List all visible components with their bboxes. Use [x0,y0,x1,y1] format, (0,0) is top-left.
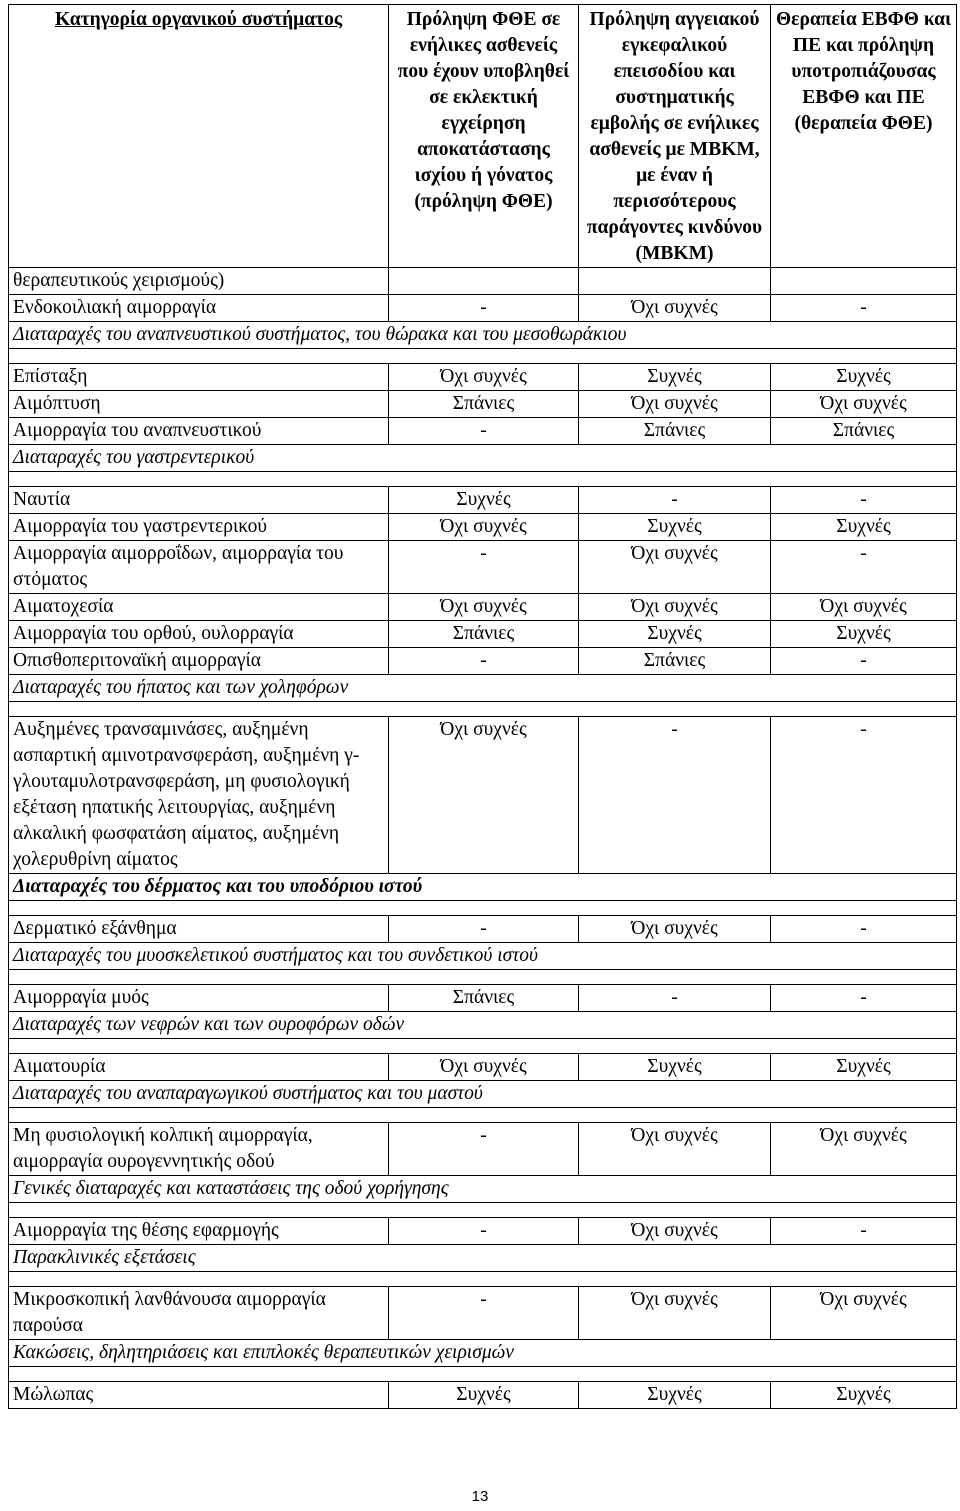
row-value-vte-treatment: Συχνές [771,1054,957,1081]
section-row [9,445,957,472]
section-title: Κακώσεις, δηλητηριάσεις και επιπλοκές θεραπευτικών χειρισμών [9,1340,957,1367]
row-value-vte-prevention: Συχνές [389,487,579,514]
section-row [9,1012,957,1039]
row-value-stroke-prevention: - [579,985,771,1012]
table-row [9,621,957,648]
row-category: Αιματουρία [9,1054,389,1081]
row-value-vte-prevention: Όχι συχνές [389,1054,579,1081]
row-value-vte-treatment: - [771,541,957,594]
table-row [9,594,957,621]
section-title: Διαταραχές του αναπαραγωγικού συστήματος και του μαστού [9,1081,957,1108]
section-title: Διαταραχές των νεφρών και των ουροφόρων οδών [9,1012,957,1039]
row-value-stroke-prevention: - [579,717,771,874]
row-value-stroke-prevention: Όχι συχνές [579,594,771,621]
row-category: Αιμόπτυση [9,391,389,418]
table-row [9,364,957,391]
row-value-stroke-prevention: Συχνές [579,514,771,541]
header-vte-treatment: Θεραπεία ΕΒΦΘ και ΠΕ και πρόληψη υποτροπιάζουσας ΕΒΦΘ και ΠΕ (θεραπεία ΦΘΕ) [771,5,957,268]
table-row [9,1382,957,1409]
row-value-stroke-prevention: Συχνές [579,1054,771,1081]
row-value-vte-prevention: - [389,418,579,445]
section-row [9,1245,957,1272]
section-row [9,1081,957,1108]
section-row [9,943,957,970]
header-category: Κατηγορία οργανικού συστήματος [9,5,389,268]
row-value-vte-treatment: Συχνές [771,1382,957,1409]
row-value-vte-treatment: - [771,916,957,943]
row-value-stroke-prevention: Όχι συχνές [579,1123,771,1176]
row-value-vte-treatment: Σπάνιες [771,418,957,445]
row-value-stroke-prevention: Συχνές [579,1382,771,1409]
row-value-vte-prevention: - [389,1123,579,1176]
section-title: Διαταραχές του δέρματος και του υποδόριου ιστού [9,874,957,901]
table-row [9,514,957,541]
row-value-stroke-prevention: Συχνές [579,621,771,648]
section-title: Διαταραχές του ήπατος και των χοληφόρων [9,675,957,702]
row-value-vte-treatment: Όχι συχνές [771,391,957,418]
table-row [9,916,957,943]
row-value-vte-treatment: Όχι συχνές [771,1123,957,1176]
row-value-vte-prevention: Όχι συχνές [389,514,579,541]
row-value-vte-treatment: - [771,295,957,322]
header-vte-prevention: Πρόληψη ΦΘΕ σε ενήλικες ασθενείς που έχουν υποβληθεί σε εκλεκτική εγχείρηση αποκατάστασης ισχίου ή γόνατος (πρόληψη ΦΘΕ) [389,5,579,268]
section-row [9,1176,957,1203]
row-value-vte-prevention: - [389,916,579,943]
row-value-vte-treatment: Συχνές [771,364,957,391]
table-row [9,541,957,594]
table-row [9,648,957,675]
row-category: Επίσταξη [9,364,389,391]
section-row [9,874,957,901]
row-category: Ενδοκοιλιακή αιμορραγία [9,295,389,322]
table-row [9,418,957,445]
section-title: Διαταραχές του αναπνευστικού συστήματος, του θώρακα και του μεσοθωράκιου [9,322,957,349]
row-category: Αιμορραγία του αναπνευστικού [9,418,389,445]
section-row [9,1340,957,1367]
section-row [9,675,957,702]
row-value-vte-treatment: - [771,648,957,675]
row-value-stroke-prevention: Συχνές [579,364,771,391]
row-value-stroke-prevention: Σπάνιες [579,418,771,445]
row-value-vte-treatment: - [771,1218,957,1245]
row-value-vte-prevention: Όχι συχνές [389,594,579,621]
section-title: Διαταραχές του γαστρεντερικού [9,445,957,472]
row-category: Αιμορραγία της θέσης εφαρμογής [9,1218,389,1245]
row-value-vte-prevention: - [389,648,579,675]
row-category: Μικροσκοπική λανθάνουσα αιμορραγία παρούσα [9,1287,389,1340]
row-value-stroke-prevention: Όχι συχνές [579,391,771,418]
row-category: Αιμορραγία του ορθού, ουλορραγία [9,621,389,648]
table-row [9,1218,957,1245]
table-row [9,1287,957,1340]
row-value-vte-prevention: - [389,1287,579,1340]
row-value-vte-treatment: Συχνές [771,621,957,648]
row-category: Αυξημένες τρανσαμινάσες, αυξημένη ασπαρτική αμινοτρανσφεράση, αυξημένη γ-γλουταμυλοτρανσφεράση, μη φυσιολογική εξέταση ηπατικής λειτουργίας, αυξημένη αλκαλική φωσφατάση αίματος, αυξημένη χολερυθρίνη αίματος [9,717,389,874]
row-value-stroke-prevention: Σπάνιες [579,648,771,675]
row-value-vte-treatment: - [771,985,957,1012]
row-category: Μη φυσιολογική κολπική αιμορραγία, αιμορραγία ουρογεννητικής οδού [9,1123,389,1176]
row-value-vte-prevention: - [389,295,579,322]
row-value-vte-treatment: - [771,717,957,874]
row-category: θεραπευτικούς χειρισμούς) [9,268,389,295]
table-row [9,717,957,874]
adverse-reactions-table [8,4,957,1409]
table-row [9,1123,957,1176]
table-header-row [9,5,957,268]
row-value-vte-treatment: Όχι συχνές [771,1287,957,1340]
table-row [9,487,957,514]
row-value-vte-prevention: Όχι συχνές [389,364,579,391]
row-value-vte-prevention: Σπάνιες [389,985,579,1012]
row-value-stroke-prevention: Όχι συχνές [579,541,771,594]
row-category: Ναυτία [9,487,389,514]
row-category: Αιμορραγία μυός [9,985,389,1012]
row-category: Οπισθοπεριτοναϊκή αιμορραγία [9,648,389,675]
row-value-stroke-prevention: Όχι συχνές [579,916,771,943]
row-value-vte-prevention: Συχνές [389,1382,579,1409]
row-value-vte-prevention: Όχι συχνές [389,717,579,874]
section-row [9,322,957,349]
section-title: Γενικές διαταραχές και καταστάσεις της οδού χορήγησης [9,1176,957,1203]
row-value-vte-prevention: Σπάνιες [389,391,579,418]
row-value-stroke-prevention: Όχι συχνές [579,1218,771,1245]
table-row [9,295,957,322]
row-value-vte-treatment: Όχι συχνές [771,594,957,621]
row-category: Αιμορραγία αιμορροΐδων, αιμορραγία του στόματος [9,541,389,594]
row-value-vte-prevention: - [389,1218,579,1245]
row-value-stroke-prevention: Όχι συχνές [579,295,771,322]
table-row [9,268,957,295]
section-title: Διαταραχές του μυοσκελετικού συστήματος και του συνδετικού ιστού [9,943,957,970]
row-value-vte-treatment: - [771,487,957,514]
row-category: Μώλωπας [9,1382,389,1409]
table-row [9,985,957,1012]
section-title: Παρακλινικές εξετάσεις [9,1245,957,1272]
row-value-vte-prevention: Σπάνιες [389,621,579,648]
table-row [9,1054,957,1081]
row-value-vte-prevention: - [389,541,579,594]
header-stroke-prevention: Πρόληψη αγγειακού εγκεφαλικού επεισοδίου και συστηματικής εμβολής σε ενήλικες ασθενείς με ΜΒΚΜ, με έναν ή περισσότερους παράγοντες κινδύνου (ΜΒΚΜ) [579,5,771,268]
row-value-stroke-prevention: Όχι συχνές [579,1287,771,1340]
row-category: Αιμορραγία του γαστρεντερικού [9,514,389,541]
table-row [9,391,957,418]
page-number: 13 [471,1488,489,1505]
row-category: Δερματικό εξάνθημα [9,916,389,943]
row-category: Αιματοχεσία [9,594,389,621]
row-value-stroke-prevention: - [579,487,771,514]
row-value-vte-treatment: Συχνές [771,514,957,541]
